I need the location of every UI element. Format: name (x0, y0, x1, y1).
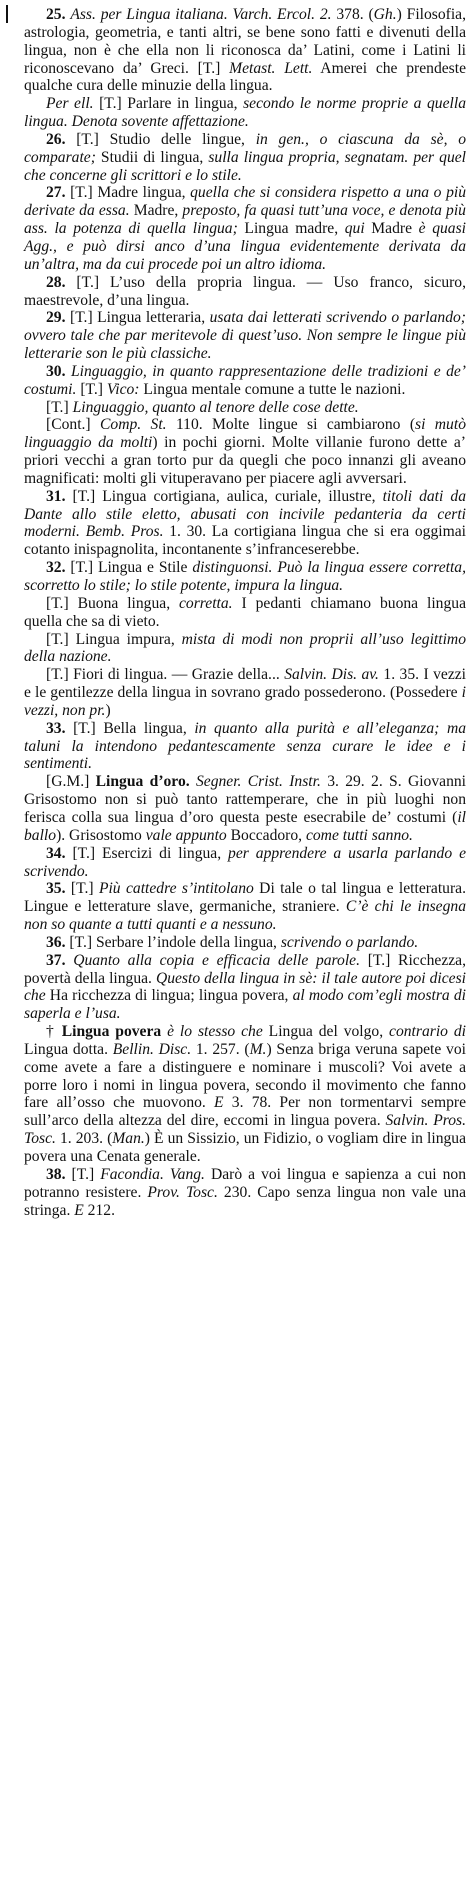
entry-paragraph (24, 720, 466, 774)
italic-text: Comp. St. (100, 416, 167, 434)
text-run: Darò a voi lingua e sapienza a cui non potranno resistere. (24, 1165, 467, 1201)
italic-text: Più cattedre s’intitolano (98, 880, 254, 898)
entry-paragraph (24, 952, 466, 1023)
italic-text: Bemb. Pros. (85, 523, 164, 541)
text-run: Lingua dotta. (24, 1040, 113, 1058)
entry-paragraph (24, 131, 466, 185)
text-run: [T.] Parlare in lingua, (93, 95, 244, 113)
text-run: Ha ricchezza di lingua; lingua povera, (45, 987, 293, 1005)
bold-text: 33. (46, 719, 74, 737)
text-run: [T.] Fiori di lingua. — Grazie della... (46, 666, 285, 684)
bold-text: 29. (46, 309, 70, 327)
text-run: Amerei che prendeste qualche cura delle minuzie della lingua. (24, 59, 467, 95)
italic-text: Man. (112, 1130, 145, 1148)
italic-text: Quanto alla copia e efficacia delle parole. (73, 951, 360, 969)
entry-paragraph (24, 1166, 466, 1220)
text-run: [T.] Lingua impura, (46, 630, 182, 648)
entry-paragraph (24, 631, 466, 667)
italic-text: E (74, 1201, 84, 1219)
italic-text: per apprendere a usarla parlando e scrivendo. (24, 844, 466, 880)
italic-text: il ballo (24, 808, 466, 844)
bold-text: 28. (46, 273, 77, 291)
text-run: ) È un Sissizio, un Fidizio, o vogliam dire in lingua povera una Cenata generale. (24, 1130, 467, 1165)
bold-text: 26. (46, 130, 77, 148)
entry-paragraph (24, 274, 466, 310)
text-run: Di tale o tal lingua e letteratura. Lingue e letterature slave, germaniche, straniere. (24, 880, 466, 916)
text-column (24, 6, 466, 1219)
italic-text: Prov. Tosc. (147, 1183, 218, 1201)
text-run: [T.] Madre lingua, (70, 184, 191, 202)
text-run: ) Filosofia, astrologia, geometria, e tanti altri, se bene sono fatti e divenuti della lingua, non è che ella non li riconosca da’ Latini, come i Latini li riconoscevano da’ Greci. [T.] (24, 6, 466, 77)
entry-paragraph (24, 934, 466, 952)
italic-text: sulla lingua propria, segnatam. per quel che concerne gli scrittori e lo stile. (24, 148, 466, 184)
entry-paragraph (24, 363, 466, 399)
italic-text: titoli dati da Dante allo stile eletto, abusati con incivile pedanteria da certi moderni. (24, 487, 466, 541)
text-run: [G.M.] (46, 773, 96, 791)
text-run: 1. 203. ( (55, 1130, 113, 1148)
bold-text: 32. (46, 559, 71, 577)
bold-text: 25. (46, 6, 71, 23)
italic-text: è quasi Agg., e può dirsi anco d’una lingua evidentemente derivata da un’altra, ma da cui procede poi un altro idioma. (24, 220, 466, 273)
entry-paragraph (24, 559, 466, 595)
italic-text: Salvin. Pros. Tosc. (24, 1112, 466, 1148)
bold-text: 34. (46, 844, 73, 862)
bold-text: 38. (46, 1165, 72, 1183)
bold-text: 35. (46, 880, 71, 898)
entry-paragraph (24, 595, 466, 631)
text-run: [T.] Ricchezza, povertà della lingua. (24, 951, 466, 987)
italic-text: Metast. Lett. (229, 59, 313, 77)
text-run: Madre (364, 220, 419, 238)
italic-text: scrivendo o parlando. (280, 933, 419, 951)
text-run: Boccadoro, (226, 826, 306, 844)
entry-paragraph (24, 184, 466, 273)
italic-text: Questo della lingua in sè: il tale autore poi dicesi che (24, 969, 466, 1005)
text-run: 1. 257. ( (191, 1040, 250, 1058)
text-run: 3. 29. 2. S. Giovanni Grisostomo non si può tanto rattemperare, che in più luoghi non ferisca colla sua lingua d’oro questa peste esecrabile de’ costumi ( (24, 773, 466, 826)
bold-text: 27. (46, 184, 71, 202)
italic-text: Salvin. Dis. av. (284, 666, 379, 684)
entry-paragraph (24, 1023, 466, 1166)
italic-text: E (214, 1094, 224, 1112)
italic-text: come tutti sanno. (305, 826, 413, 844)
text-run: [T.] Lingua cortigiana, aulica, curiale, illustre, (72, 487, 383, 505)
text-run: [T.] Bella lingua, (73, 719, 195, 737)
text-run: [T.] Esercizi di lingua, (72, 844, 229, 862)
bold-text: Lingua povera (61, 1023, 162, 1041)
text-run: Lingua del volgo, (262, 1023, 390, 1041)
text-run: [T.] L’uso della propria lingua. — Uso franco, sicuro, maestrevole, d’una lingua. (24, 273, 467, 309)
text-run: ) Senza briga veruna sapete voi come avete a fare a distinguere e nominare i muscoli? Voi avete a porre loro i nomi in lingua povera, secondo il movimento che fanno fare all’osso che muovono. (24, 1040, 466, 1112)
italic-text: i vezzi, non pr. (24, 684, 466, 719)
italic-text: in gen., o ciascuna da sè, o comparate; (24, 130, 466, 166)
italic-text: corretta. (179, 594, 233, 612)
entry-paragraph (24, 880, 466, 934)
italic-text: distinguonsi. Può la lingua essere corretta, scorretto lo stile; lo stile potente, impura la lingua. (24, 559, 466, 594)
italic-text: quella che si considera rispetto a una o più derivate da essa. (24, 184, 467, 220)
text-run: Lingua mentale comune a tutte le nazioni. (139, 380, 406, 398)
text-run: [T.] Lingua letteraria, (70, 309, 210, 327)
text-run: [T.] (71, 1165, 101, 1183)
bold-text: Lingua d’oro. (95, 773, 190, 791)
entry-paragraph (24, 773, 466, 844)
italic-text: M. (249, 1040, 267, 1058)
text-run: 110. Molte lingue si cambiarono ( (166, 416, 416, 434)
entry-paragraph (24, 666, 466, 720)
entry-paragraph (24, 488, 466, 559)
italic-text: Vang. (169, 1165, 205, 1183)
italic-text: Bellin. Disc. (112, 1040, 192, 1058)
italic-text: preposto, fa quasi tutt’una voce, e denota più ass. la potenza di quella lingua; (24, 202, 466, 238)
italic-text: è lo stesso che (167, 1023, 263, 1041)
bold-text: 31. (46, 487, 73, 505)
italic-text: in quanto alla purità e all’eleganza; ma taluni la intendono pedantescamente senza curare le idee e i sentimenti. (24, 719, 466, 773)
italic-text: qui (344, 220, 365, 238)
text-run: [T.] (76, 380, 107, 398)
text-run: Studii di lingua, (95, 148, 209, 166)
italic-text: C’è chi le insegna non so quante a tutti quanti e a nessuno. (24, 898, 466, 934)
text-run: 3. 78. Per non tormentarvi sempre sull’arco della altezza del dire, eccomi in lingua povera. (24, 1094, 467, 1130)
text-run: [T.] Studio delle lingue, (76, 130, 256, 148)
text-run: 378. ( (331, 6, 374, 23)
italic-text: Ass. per Lingua italiana. Varch. Ercol. 2. (70, 6, 332, 23)
entry-paragraph (24, 399, 466, 417)
italic-text: Linguaggio, quanto al tenore delle cose dette. (72, 398, 359, 416)
text-run: [Cont.] (46, 416, 100, 434)
text-run: ) in pochi giorni. Molte villanie furono dette a’ priori vecchi a gran torto pur da quegli che poco innanzi gli aveano magnificati: molti gli vituperavano per piacere agli avversari. (24, 434, 466, 487)
italic-text: Segner. Crist. Instr. (195, 773, 321, 791)
entry-paragraph (24, 416, 466, 487)
text-run: 230. Capo senza lingua non vale una stringa. (24, 1183, 466, 1219)
text-run: [T.] Buona lingua, (46, 594, 180, 612)
text-run: ) (105, 701, 111, 719)
text-run: [T.] (46, 398, 73, 416)
bold-text: 37. (46, 951, 74, 969)
text-run: Lingua madre, (237, 220, 345, 238)
italic-text: Gh. (373, 6, 397, 23)
bold-text: 30. (46, 362, 71, 380)
text-run: 1. 35. I vezzi e le gentilezze della lingua in sovrano grado possederono. (Possedere (24, 666, 466, 702)
text-run: [T.] Lingua e Stile (70, 559, 193, 577)
entry-paragraph (24, 95, 466, 131)
italic-text: al modo com’egli mostra di saperla e l’usa. (24, 987, 467, 1023)
margin-mark (6, 5, 8, 23)
text-run: 212. (83, 1201, 115, 1219)
italic-text: Linguaggio, in quanto rappresentazione delle tradizioni e de’ costumi. (24, 362, 467, 398)
entry-paragraph (24, 309, 466, 363)
text-run: 1. 30. La cortigiana lingua che si era oggimai cotanto inispagnolita, incontanente s’infranceserebbe. (24, 523, 466, 559)
italic-text: secondo le norme proprie a quella lingua. Denota sovente affettazione. (24, 95, 466, 131)
italic-text: vale appunto (145, 826, 227, 844)
italic-text: Per ell. (46, 95, 94, 113)
text-run: [T.] Serbare l’indole della lingua, (69, 933, 281, 951)
text-run: † (46, 1023, 62, 1041)
text-run: [T.] (70, 880, 99, 898)
text-run: I pedanti chiamano buona lingua quella che sa di vieto. (24, 594, 466, 630)
italic-text: Vico: (106, 380, 140, 398)
text-run: Madre, (129, 202, 183, 220)
entry-paragraph (24, 845, 466, 881)
text-run: ). Grisostomo (56, 826, 146, 844)
italic-text: Facondia. (100, 1165, 164, 1183)
entry-paragraph (24, 6, 466, 95)
italic-text: contrario di (389, 1023, 466, 1041)
italic-text: usata dai letterati scrivendo o parlando; ovvero tale che par meritevole di quest’uso. Non sempre le lingue più letterarie son le più classiche. (24, 309, 466, 363)
italic-text: si mutò linguaggio da molti (24, 416, 466, 452)
bold-text: 36. (46, 933, 70, 951)
italic-text: mista di modi non proprii all’uso legittimo della nazione. (24, 630, 466, 666)
